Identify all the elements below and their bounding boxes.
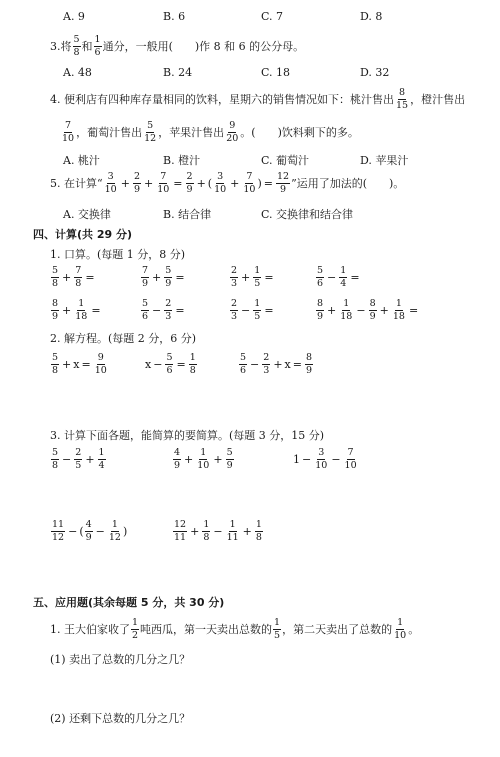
application-q1 <box>50 618 419 640</box>
fraction: $\frac{2}{9}$ <box>186 171 193 195</box>
section-4-1-title: 1. 口算。(每题 1 分，8 分) <box>50 248 186 261</box>
fraction: $\frac{5}{9}$ <box>165 265 172 289</box>
equation: $\frac{5}{6}$ − $\frac{2}{3}$ + x = $\frac{8}{9}$ <box>240 352 313 376</box>
equation: $\frac{5}{8}$ + x = $\frac{9}{10}$ <box>52 352 107 376</box>
fraction: $\frac{1}{12}$ <box>108 519 121 543</box>
q3-option-a: A. 48 <box>63 66 92 79</box>
q3-number: 3. <box>50 39 61 53</box>
fraction: $\frac{3}{10}$ <box>315 447 328 471</box>
fraction: $\frac{7}{10}$ <box>157 171 170 195</box>
calc-problem: 1 − $\frac{3}{10}$ − $\frac{7}{10}$ <box>293 447 357 471</box>
q4-text: ，橙汁售出 <box>410 93 466 106</box>
section-4-title: 四、计算(共 29 分) <box>33 228 133 241</box>
q5-option-b: B. 结合律 <box>163 208 212 221</box>
q4-text: 。( )饮料剩下的多。 <box>240 126 359 139</box>
question-4-line2 <box>60 121 359 143</box>
fraction: $\frac{7}{10}$ <box>243 171 256 195</box>
fraction: $\frac{7}{10}$ <box>62 120 75 144</box>
fraction: $\frac{9}{20}$ <box>226 120 239 144</box>
q1-text: ，第二天卖出了总数的 <box>282 623 393 636</box>
fraction: $\frac{11}{12}$ <box>52 519 65 543</box>
fraction: $\frac{1}{5}$ <box>274 617 281 641</box>
oral-calc: $\frac{5}{8}$ + $\frac{7}{8}$ = <box>52 265 95 289</box>
fraction: $\frac{5}{8}$ <box>52 352 59 376</box>
q2-option-d: D. 8 <box>360 10 383 23</box>
fraction: $\frac{1}{4}$ <box>340 265 347 289</box>
fraction: $\frac{1}{5}$ <box>254 265 261 289</box>
question-4-line1 <box>50 88 465 110</box>
q3-text: 将 <box>60 40 72 53</box>
section-4-2-title: 2. 解方程。(每题 2 分，6 分) <box>50 332 197 345</box>
fraction: $\frac{8}{9}$ <box>305 352 313 376</box>
fraction: $\frac{1}{18}$ <box>75 298 88 322</box>
calc-problem: $\frac{4}{9}$ + $\frac{1}{10}$ + $\frac{5}{9}$ <box>174 447 233 471</box>
fraction: $\frac{1}{8}$ <box>189 352 196 376</box>
fraction: $\frac{2}{5}$ <box>75 447 82 471</box>
q1-text: 。 <box>408 623 420 636</box>
fraction: $\frac{5}{6}$ <box>142 298 149 322</box>
q4-option-b: B. 橙汁 <box>163 154 201 167</box>
q2-option-b: B. 6 <box>163 10 186 23</box>
oral-calc: $\frac{5}{6}$ − $\frac{1}{4}$ = <box>317 265 360 289</box>
fraction: $\frac{8}{9}$ <box>369 298 376 322</box>
application-q1-sub1: (1) 卖出了总数的几分之几？ <box>50 653 191 666</box>
fraction: $\frac{1}{4}$ <box>98 447 105 471</box>
fraction: $\frac{5}{6}$ <box>166 352 173 376</box>
fraction: $\frac{1}{10}$ <box>197 447 210 471</box>
q4-option-c: C. 葡萄汁 <box>261 154 310 167</box>
q5-option-a: A. 交换律 <box>63 208 111 221</box>
fraction: $\frac{1}{18}$ <box>392 298 405 322</box>
fraction: $\frac{1}{8}$ <box>255 519 262 543</box>
q4-text: 4. 便利店有四种库存量相同的饮料，星期六的销售情况如下：桃汁售出 <box>50 93 394 106</box>
fraction: $\frac{2}{3}$ <box>263 352 270 376</box>
fraction: $\frac{8}{9}$ <box>52 298 59 322</box>
fraction: $\frac{4}{9}$ <box>85 519 92 543</box>
fraction: $\frac{8}{9}$ <box>317 298 324 322</box>
fraction: $\frac{7}{10}$ <box>344 447 357 471</box>
fraction: $\frac{1}{5}$ <box>254 298 261 322</box>
q3-text: 通分，一般用( )作 8 和 6 的公分母。 <box>102 40 305 53</box>
question-5: 5. 在计算“ $\frac{3}{10}$ + $\frac{2}{9}$ + $\frac{7}{10}$ = $\frac{2}{9}$ + ( $\frac{3}{10}$ + $\frac{7}{10}$ ) = $\frac{12}{9}$ ”运用了加法的( )。 <box>50 171 405 195</box>
fraction: $\frac{5}{12}$ <box>144 120 157 144</box>
q3-option-d: D. 32 <box>360 66 390 79</box>
q5-option-c: C. 交换律和结合律 <box>261 208 354 221</box>
fraction: $\frac{7}{8}$ <box>75 265 82 289</box>
q1-text: 1. 王大伯家收了 <box>50 623 130 636</box>
fraction: $\frac{1}{8}$ <box>203 519 210 543</box>
fraction: $\frac{2}{3}$ <box>231 265 238 289</box>
q4-text: ，葡萄汁售出 <box>76 126 143 139</box>
oral-calc: $\frac{8}{9}$ + $\frac{1}{18}$ = <box>52 298 101 322</box>
fraction: $\frac{1}{6}$ <box>94 34 101 58</box>
fraction: $\frac{5}{8}$ <box>52 447 59 471</box>
equation: x − $\frac{5}{6}$ = $\frac{1}{8}$ <box>145 352 196 376</box>
calc-problem: $\frac{5}{8}$ − $\frac{2}{5}$ + $\frac{1}{4}$ <box>52 447 105 471</box>
fraction: $\frac{5}{6}$ <box>317 265 324 289</box>
oral-calc: $\frac{8}{9}$ + $\frac{1}{18}$ − $\frac{8}{9}$ + $\frac{1}{18}$ = <box>317 298 419 322</box>
section-4-3-title: 3. 计算下面各题，能简算的要简算。(每题 3 分，15 分) <box>50 429 325 442</box>
oral-calc: $\frac{7}{9}$ + $\frac{5}{9}$ = <box>142 265 185 289</box>
question-3 <box>50 35 304 57</box>
fraction: $\frac{9}{10}$ <box>94 352 107 376</box>
fraction: $\frac{3}{10}$ <box>104 171 117 195</box>
section-5-title: 五、应用题(其余每题 5 分，共 30 分) <box>33 596 225 609</box>
fraction: $\frac{2}{9}$ <box>133 171 140 195</box>
fraction: $\frac{1}{18}$ <box>340 298 353 322</box>
fraction: $\frac{4}{9}$ <box>174 447 181 471</box>
q5-text: ”运用了加法的( )。 <box>291 177 405 190</box>
q3-text: 和 <box>81 40 93 53</box>
q2-option-c: C. 7 <box>261 10 284 23</box>
fraction: $\frac{5}{8}$ <box>73 34 80 58</box>
q2-option-a: A. 9 <box>63 10 85 23</box>
fraction: $\frac{5}{6}$ <box>240 352 247 376</box>
fraction: $\frac{2}{3}$ <box>231 298 238 322</box>
fraction: $\frac{1}{11}$ <box>226 519 239 543</box>
q1-text: 吨西瓜，第一天卖出总数的 <box>140 623 273 636</box>
q3-option-c: C. 18 <box>261 66 291 79</box>
fraction: $\frac{5}{8}$ <box>52 265 59 289</box>
oral-calc: $\frac{2}{3}$ + $\frac{1}{5}$ = <box>231 265 274 289</box>
fraction: $\frac{8}{15}$ <box>396 87 409 111</box>
fraction: $\frac{12}{9}$ <box>277 171 290 195</box>
q3-option-b: B. 24 <box>163 66 193 79</box>
q4-text: ，苹果汁售出 <box>158 126 225 139</box>
application-q1-sub2: (2) 还剩下总数的几分之几？ <box>50 712 191 725</box>
fraction: $\frac{5}{9}$ <box>226 447 233 471</box>
fraction: $\frac{1}{2}$ <box>132 617 139 641</box>
fraction: $\frac{1}{10}$ <box>394 617 407 641</box>
fraction: $\frac{7}{9}$ <box>142 265 149 289</box>
fraction: $\frac{2}{3}$ <box>165 298 172 322</box>
fraction: $\frac{12}{11}$ <box>174 519 187 543</box>
fraction: $\frac{3}{10}$ <box>214 171 227 195</box>
oral-calc: $\frac{2}{3}$ − $\frac{1}{5}$ = <box>231 298 274 322</box>
q5-text: 5. 在计算“ <box>50 177 103 190</box>
oral-calc: $\frac{5}{6}$ − $\frac{2}{3}$ = <box>142 298 185 322</box>
q4-option-d: D. 苹果汁 <box>360 154 409 167</box>
calc-problem: $\frac{12}{11}$ + $\frac{1}{8}$ − $\frac{1}{11}$ + $\frac{1}{8}$ <box>174 519 262 543</box>
q4-option-a: A. 桃汁 <box>63 154 100 167</box>
calc-problem: $\frac{11}{12}$ − ( $\frac{4}{9}$ − $\frac{1}{12}$ ) <box>52 519 128 543</box>
